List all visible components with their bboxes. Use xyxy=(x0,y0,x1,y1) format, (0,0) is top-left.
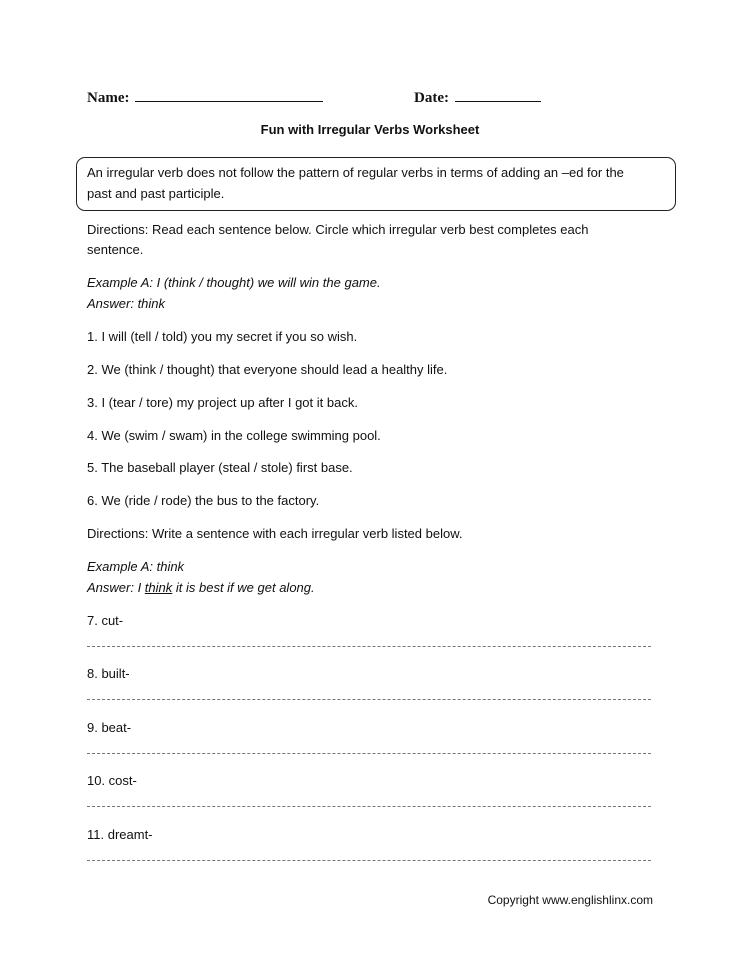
copyright-footer: Copyright www.englishlinx.com xyxy=(487,893,653,907)
directions-1-line-2: sentence. xyxy=(87,242,144,257)
name-field[interactable] xyxy=(87,89,323,107)
question-2: 2. We (think / thought) that everyone should lead a healthy life. xyxy=(87,362,448,377)
answer-a-2 xyxy=(87,580,315,595)
question-6: 6. We (ride / rode) the bus to the factory. xyxy=(87,493,320,508)
question-3: 3. I (tear / tore) my project up after I got it back. xyxy=(87,395,358,410)
directions-2: Directions: Write a sentence with each irregular verb listed below. xyxy=(87,526,463,541)
question-11: 11. dreamt- xyxy=(87,827,153,842)
date-blank[interactable] xyxy=(455,89,541,102)
answer-line-8[interactable] xyxy=(87,699,651,700)
question-9: 9. beat- xyxy=(87,720,132,735)
example-a-2: Example A: think xyxy=(87,559,185,574)
answer-line-10[interactable] xyxy=(87,806,651,807)
answer-line-11[interactable] xyxy=(87,860,651,861)
answer-line-7[interactable] xyxy=(87,646,651,647)
example-a-1: Example A: I (think / thought) we will win the game. xyxy=(87,275,381,290)
question-8: 8. built- xyxy=(87,666,130,681)
question-1: 1. I will (tell / told) you my secret if you so wish. xyxy=(87,329,358,344)
question-4: 4. We (swim / swam) in the college swimming pool. xyxy=(87,428,381,443)
directions-1-line-1: Directions: Read each sentence below. Circle which irregular verb best completes each xyxy=(87,222,589,237)
answer-prefix: Answer: I xyxy=(87,580,145,595)
answer-suffix: it is best if we get along. xyxy=(172,580,315,595)
answer-underlined-word: think xyxy=(144,580,173,595)
question-10: 10. cost- xyxy=(87,773,137,788)
worksheet-title: Fun with Irregular Verbs Worksheet xyxy=(260,122,480,137)
question-5: 5. The baseball player (steal / stole) first base. xyxy=(87,460,353,475)
answer-a-1: Answer: think xyxy=(87,296,166,311)
definition-line-2: past and past participle. xyxy=(87,186,225,201)
name-blank[interactable] xyxy=(135,89,323,102)
definition-line-1: An irregular verb does not follow the pattern of regular verbs in terms of adding an –ed for the xyxy=(87,165,624,180)
answer-line-9[interactable] xyxy=(87,753,651,754)
question-7: 7. cut- xyxy=(87,613,124,628)
date-field[interactable] xyxy=(414,89,541,107)
name-label: Name: xyxy=(87,90,130,106)
date-label: Date: xyxy=(414,90,449,106)
